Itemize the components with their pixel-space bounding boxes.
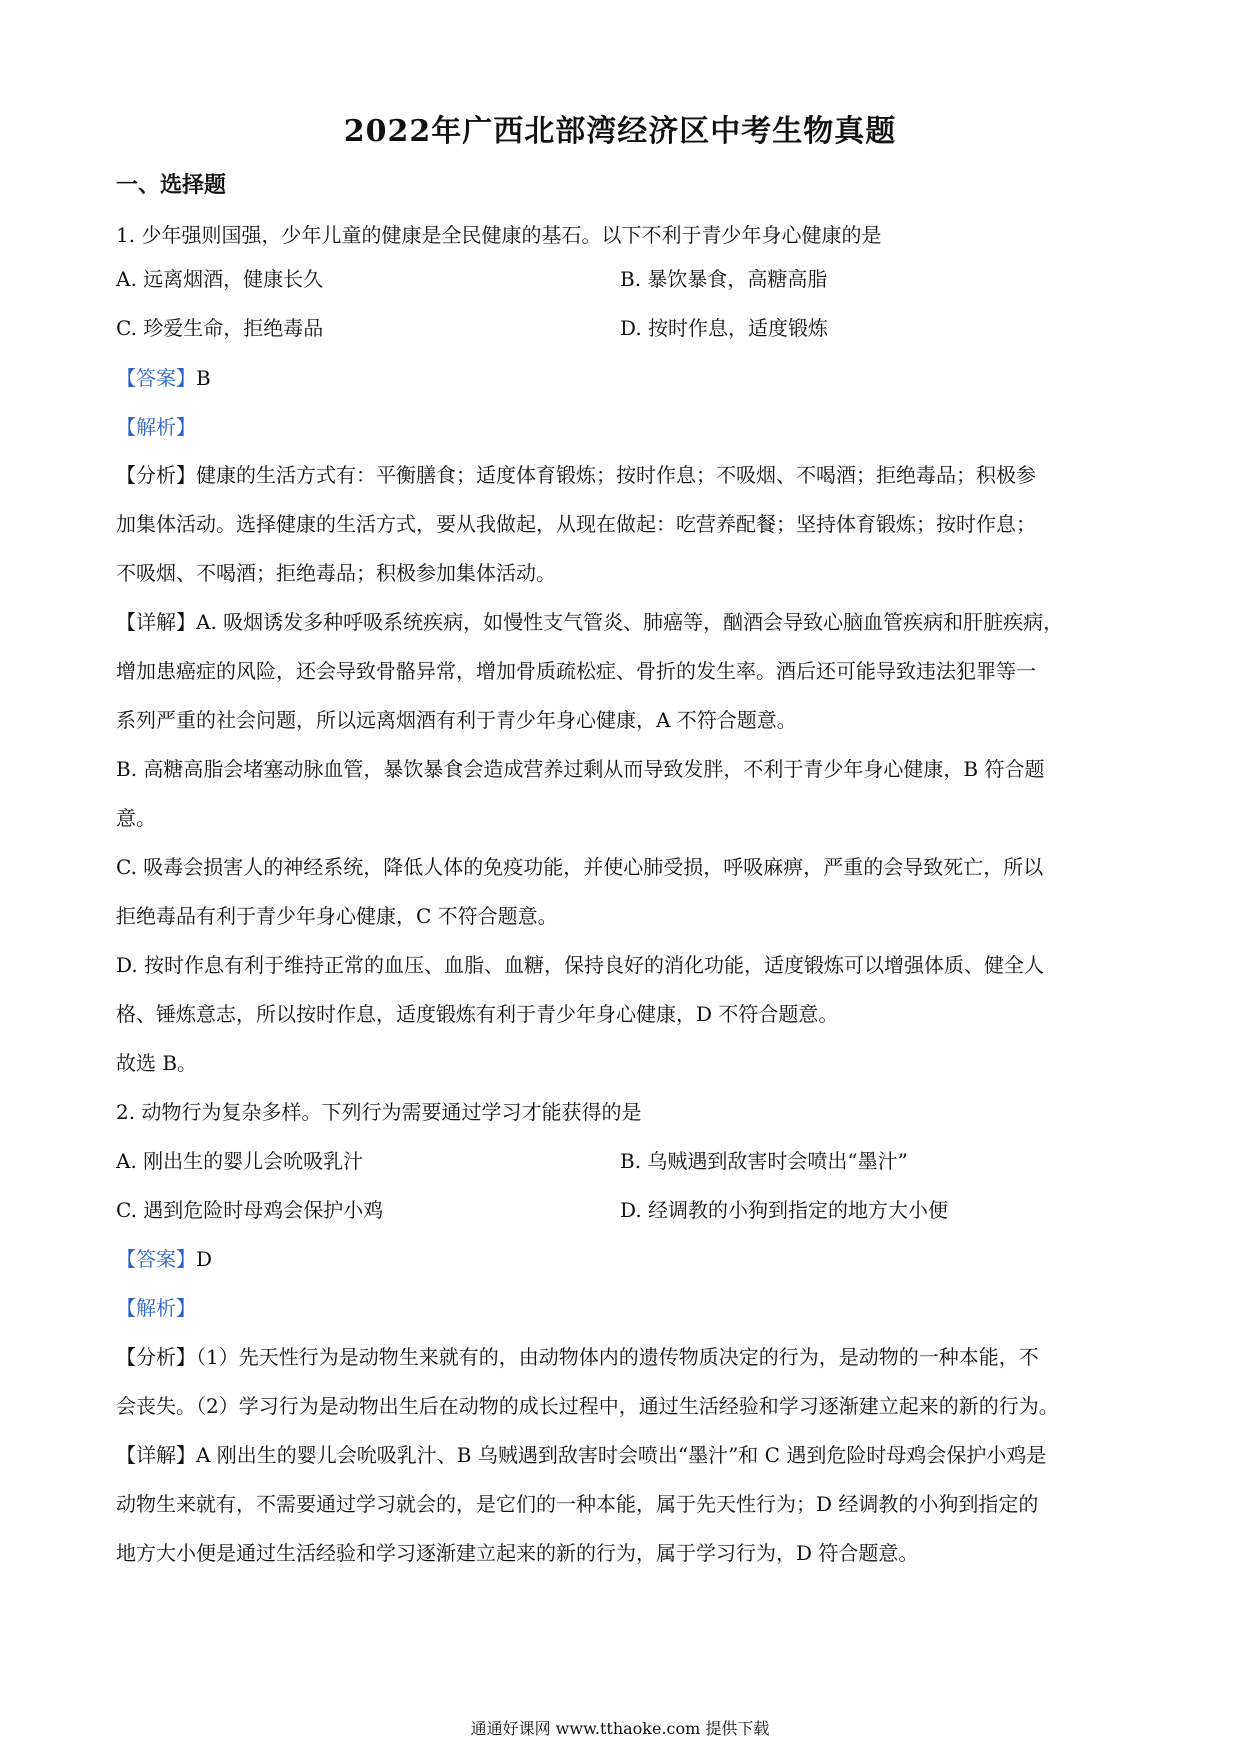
q2-xiangjie-line: 动物生来就有，不需要通过学习就会的，是它们的一种本能，属于先天性行为；D 经调教的小狗到指定的 bbox=[116, 1492, 1039, 1516]
q2-option-a: A. 刚出生的婴儿会吮吸乳汁 bbox=[116, 1149, 364, 1173]
q1-xiangjie-line: 增加患癌症的风险，还会导致骨骼异常，增加骨质疏松症、骨折的发生率。酒后还可能导致违法犯罪等一 bbox=[116, 659, 1036, 683]
q2-answer bbox=[116, 1246, 1136, 1272]
q2-xiangjie-line: 【详解】A 刚出生的婴儿会吮吸乳汁、B 乌贼遇到敌害时会喷出“墨汁”和 C 遇到危险时母鸡会保护小鸡是 bbox=[116, 1443, 1047, 1467]
q2-fenxi-line: 【分析】（1）先天性行为是动物生来就有的，由动物体内的遗传物质决定的行为，是动物的一种本能，不 bbox=[116, 1345, 1039, 1369]
q1-fenxi-line: 加集体活动。选择健康的生活方式，要从我做起，从现在做起：吃营养配餐；坚持体育锻炼；按时作息； bbox=[116, 512, 1036, 536]
q1-xiangjie-line: C. 吸毒会损害人的神经系统，降低人体的免疫功能，并使心肺受损，呼吸麻痹，严重的会导致死亡，所以 bbox=[116, 855, 1044, 879]
q1-option-c: C. 珍爱生命，拒绝毒品 bbox=[116, 316, 324, 340]
q1-fenxi-line: 不吸烟、不喝酒；拒绝毒品；积极参加集体活动。 bbox=[116, 561, 556, 585]
fenxi-tag: 【分析】 bbox=[116, 463, 196, 487]
q1-xiangjie-line: 系列严重的社会问题，所以远离烟酒有利于青少年身心健康，A 不符合题意。 bbox=[116, 708, 797, 732]
q1-xiangjie-line: 拒绝毒品有利于青少年身心健康，C 不符合题意。 bbox=[116, 904, 558, 928]
page-footer: 通通好课网 www.tthaoke.com 提供下载 bbox=[470, 1719, 770, 1738]
q1-xiangjie-line: B. 高糖高脂会堵塞动脉血管，暴饮暴食会造成营养过剩从而导致发胖，不利于青少年身心健康，B 符合题 bbox=[116, 757, 1045, 781]
q1-stem: 1. 少年强则国强，少年儿童的健康是全民健康的基石。以下不利于青少年身心健康的是 bbox=[116, 223, 882, 247]
xiangjie-tag: 【详解】 bbox=[116, 1443, 196, 1467]
q2-option-b: B. 乌贼遇到敌害时会喷出“墨汁” bbox=[620, 1149, 908, 1173]
q1-option-a: A. 远离烟酒，健康长久 bbox=[116, 267, 324, 291]
q1-conclusion: 故选 B。 bbox=[116, 1051, 198, 1075]
answer-value: D bbox=[196, 1247, 213, 1271]
fenxi-tag: 【分析】 bbox=[116, 1345, 196, 1369]
q1-option-d: D. 按时作息，适度锻炼 bbox=[620, 316, 829, 340]
q1-fenxi-line: 【分析】健康的生活方式有：平衡膳食；适度体育锻炼；按时作息；不吸烟、不喝酒；拒绝毒品；积极参 bbox=[116, 463, 1036, 487]
q2-option-d: D. 经调教的小狗到指定的地方大小便 bbox=[620, 1198, 949, 1222]
q1-answer bbox=[116, 365, 1136, 391]
q1-xiangjie-line: 意。 bbox=[116, 806, 156, 830]
page-title: 2022年广西北部湾经济区中考生物真题 bbox=[343, 114, 897, 149]
q1-analysis-tag: 【解析】 bbox=[116, 415, 196, 439]
q1-xiangjie-line: D. 按时作息有利于维持正常的血压、血脂、血糖，保持良好的消化功能，适度锻炼可以增强体质、健全人 bbox=[116, 953, 1045, 977]
section-heading: 一、选择题 bbox=[116, 172, 227, 198]
xiangjie-tag: 【详解】 bbox=[116, 610, 196, 634]
q2-xiangjie-line: 地方大小便是通过生活经验和学习逐渐建立起来的新的行为，属于学习行为，D 符合题意。 bbox=[116, 1541, 919, 1565]
answer-tag: 【答案】 bbox=[116, 366, 196, 390]
q1-xiangjie-line: 【详解】A. 吸烟诱发多种呼吸系统疾病，如慢性支气管炎、肺癌等，酗酒会导致心脑血管疾病和肝脏疾病， bbox=[116, 610, 1064, 634]
q2-analysis-tag: 【解析】 bbox=[116, 1296, 196, 1320]
q2-fenxi-line: 会丧失。（2）学习行为是动物出生后在动物的成长过程中，通过生活经验和学习逐渐建立起来的新的行为。 bbox=[116, 1394, 1059, 1418]
q2-stem: 2. 动物行为复杂多样。下列行为需要通过学习才能获得的是 bbox=[116, 1100, 642, 1124]
answer-value: B bbox=[196, 366, 211, 390]
q1-option-b: B. 暴饮暴食，高糖高脂 bbox=[620, 267, 828, 291]
answer-tag: 【答案】 bbox=[116, 1247, 196, 1271]
q2-option-c: C. 遇到危险时母鸡会保护小鸡 bbox=[116, 1198, 384, 1222]
q1-xiangjie-line: 格、锤炼意志，所以按时作息，适度锻炼有利于青少年身心健康，D 不符合题意。 bbox=[116, 1002, 839, 1026]
